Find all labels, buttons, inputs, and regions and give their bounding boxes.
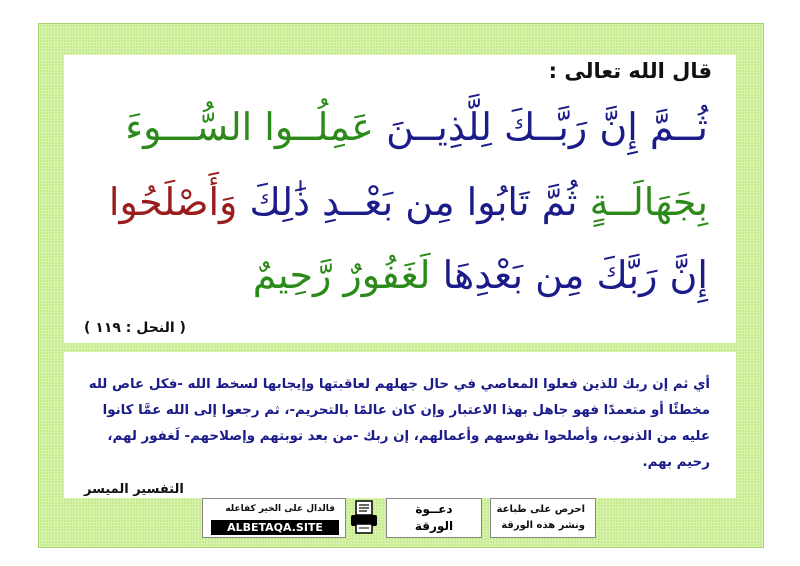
print-note-line-1: احرص على طباعة <box>496 504 585 515</box>
footer-bar <box>200 496 594 538</box>
verse-segment: وَأَصْلَحُوا <box>108 180 238 224</box>
footer-site-box <box>202 498 346 538</box>
verse-segment: ثُــمَّ إِنَّ رَبَّــكَ لِلَّذِيــنَ <box>373 105 708 149</box>
verse-intro: قال الله تعالى : <box>548 59 712 83</box>
logo-text-2: الورقة <box>414 519 454 533</box>
verse-line-2 <box>78 180 708 224</box>
dawat-logo <box>386 498 482 538</box>
verse-segment: لَغَفُورٌ رَّحِيمٌ <box>252 253 431 297</box>
printer-icon <box>350 500 378 534</box>
verse-segment: عَمِلُــوا السُّـــوءَ <box>125 105 374 149</box>
print-note-line-2: ونشر هذه الورقة <box>501 520 585 531</box>
footer-hadith: فالدال على الخير كفاعله <box>225 504 335 514</box>
verse-segment: ثُمَّ تَابُوا مِن بَعْــدِ ذَٰلِكَ <box>237 180 578 224</box>
verse-line-1 <box>78 105 708 149</box>
tafsir-text: أي ثم إن ربك للذين فعلوا المعاصي في حال جهلهم لعاقبتها وإيجابها لسخط الله -فكل عاص لله مخطئًا أو متعمدًا فهو جاهل بهذا الاعتبار وإن كان عالمًا بالتحريم-، ثم رجعوا إلى الله عمَّا كانوا عليه من الذنوب، وأصلحوا نفوسهم وأعمالهم، إن ربك -من بعد توبتهم وإصلاحهم- لَغفور لهم، رحيم بهم. <box>88 377 710 470</box>
verse-reference: ( النحل : ١١٩ ) <box>84 320 186 336</box>
verse-line-3 <box>78 253 708 297</box>
tafsir-source: التفسير الميسر <box>84 482 184 497</box>
footer-site[interactable]: ALBETAQA.SITE <box>211 520 339 535</box>
footer-print-note <box>490 498 596 538</box>
verse-segment: إِنَّ رَبَّكَ مِن بَعْدِهَا <box>430 253 708 297</box>
logo-text-1: دعــوة <box>415 502 453 516</box>
verse-segment: بِجَهَالَــةٍ <box>577 180 708 224</box>
